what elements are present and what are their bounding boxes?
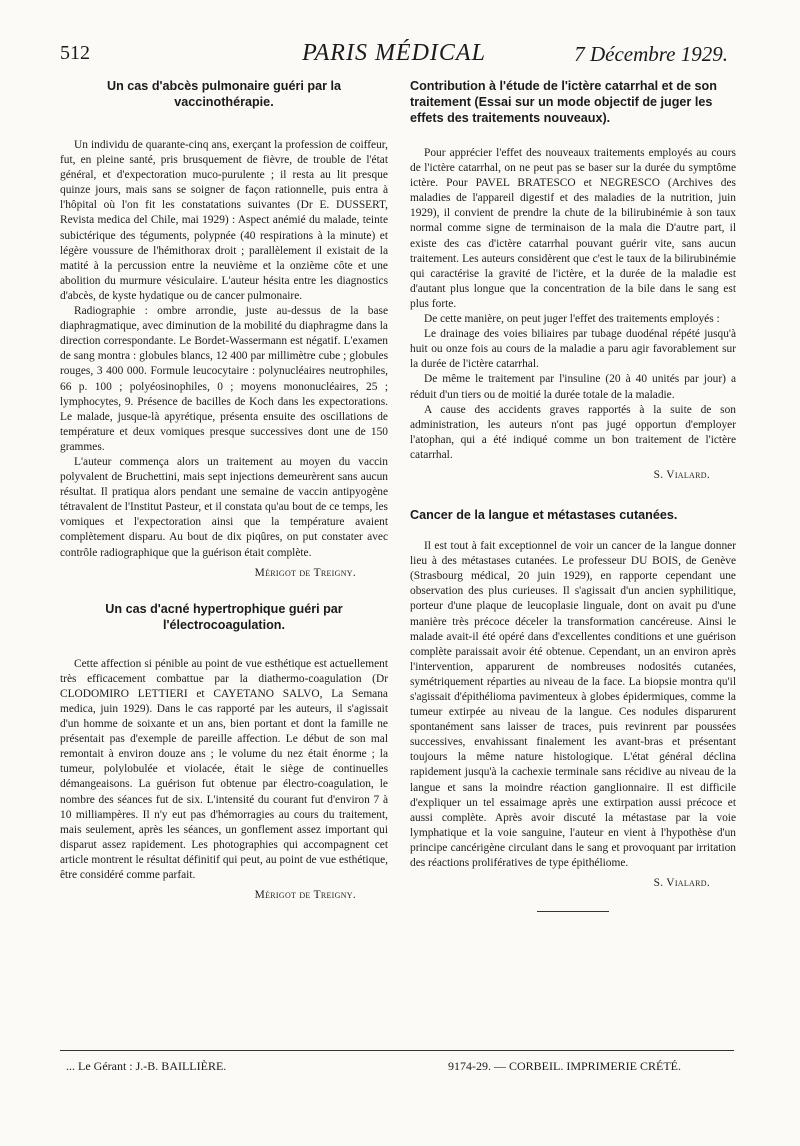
paragraph: A cause des accidents graves rapportés à la suite de son administration, les auteurs n'ont pas jugé opportun d'employer l'atophan, qui a été indiqué comme un bon traitement de l'ictère catarrhal. — [410, 403, 736, 461]
left-column — [60, 78, 388, 903]
paragraph: De cette manière, on peut juger l'effet des traitements employés : — [424, 313, 720, 326]
paragraph: Un individu de quarante-cinq ans, exerçant la profession de coiffeur, fut, en pleine santé, pris brusquement de fièvre, de trouble de l'état général, et d'expectoration muco-purulente ; il resta au lit presque quinze jours, mais sans se soigner de façon rationnelle, puis entra à l'hôpital où l'on fit les constatations suivantes (Dr E. DUSSERT, Revista medica del Chile, mai 1929) : Aspect anémié du malade, teinte subictérique des téguments, polypnée (40 respirations à la minute) et légère voussure de l'hémithorax droit ; parallèlement il existait de la matité à la percussion entre la neuvième et la onzième côte et une abolition du murmure vésiculaire. L'auteur hésita entre les diagnostics d'abcès, de kyste hydatique ou de cancer pulmonaire. — [60, 139, 388, 302]
article-signature: S. Vialard. — [653, 877, 710, 890]
paragraph: Il est tout à fait exceptionnel de voir un cancer de la langue donner lieu à des métastases cutanées. Le professeur DU BOIS, de Genève (Strasbourg médical, 20 juin 1929), en rapporte cependant une observation des plus curieuses. Il s'agissait d'un ancien syphilitique, porteur d'une plaque de leucoplasie linguale, dont on avait pu d'une manière très précoce déceler la transformation cancéreuse. Ainsi le malade avait-il été opéré dans d'excellentes conditions et une guérison complète paraissait avoir été obtenue. Cependant, un an environ après l'intervention, apparurent de nombreuses nodosités cutanées, symétriquement réparties au niveau de la face. La biopsie montra qu'il s'agissait d'épithélioma pavimenteux à globes épidermiques, comme la tumeur extirpée au niveau de la langue. Ces nodules disparurent spontanément sans laisser de traces, puis revinrent par poussées successives, envahissant finalement les avant-bras et présentant toujours la même nature histologique. L'état général déclina rapidement jusqu'à la cachexie terminale sans récidive au niveau de la langue et sans la moindre réaction ganglionnaire. Il est difficile d'expliquer un tel essaimage après une extirpation aussi précoce et aussi complète. Après avoir discuté la métastase par la voie lymphatique et la voie sanguine, l'auteur en vient à l'hypothèse d'un principe cancérigène circulant dans le sang et provoquant par irritation des réactions prolifératives de type épithéliome. — [410, 540, 736, 870]
footer-divider — [60, 1050, 734, 1051]
article-title-abces: Un cas d'abcès pulmonaire guéri par la vaccinothérapie. — [107, 79, 341, 109]
paragraph: De même le traitement par l'insuline (20 à 40 unités par jour) a réduit d'un tiers ou de moitié la durée totale de la maladie. — [410, 373, 736, 401]
right-column — [410, 78, 736, 912]
article-title-cancer: Cancer de la langue et métastases cutanées. — [410, 508, 678, 523]
section-divider — [537, 911, 609, 912]
journal-title: PARIS MÉDICAL — [302, 40, 486, 66]
paragraph: Pour apprécier l'effet des nouveaux traitements employés au cours de l'ictère catarrhal, on ne peut pas se baser sur la durée du symptôme ictère. Pour PAVEL BRATESCO et NEGRESCO (Archives des maladies de l'appareil digestif et des maladies de la nutrition, juin 1929), il convient de prendre la chute de la bilirubinémie à son taux normal comme signe de terminaison de la mala die D'autre part, il existe des cas d'ictère catarrhal pouvant guérir vite, sans aucun traitement. Les auteurs considèrent que c'est le taux de la bilirubinémie qui caractérise la gravité de l'ictère, et la durée de la maladie est d'autant plus longue que la concentration de la bile dans le sang est plus forte. — [410, 147, 736, 310]
issue-date: 7 Décembre 1929. — [574, 42, 728, 66]
paragraph: Radiographie : ombre arrondie, juste au-dessus de la base diaphragmatique, avec diminution de la mobilité du diaphragme dans la direction correspondante. Le Bordet-Wassermann est négatif. L'examen de sang montra : globules blancs, 12 400 par millimètre cube ; globules rouges, 3 400 000. Formule leucocytaire : polynucléaires neutrophiles, 66 p. 100 ; polyéosinophiles, 0 ; moyens mononucléaires, 25 ; lymphocytes, 9. Présence de bacilles de Koch dans les expectorations. Le malade, jusque-là apyrétique, présenta ensuite des oscillations de température et deux vomiques presque successives dont une de 150 grammes. — [60, 305, 388, 453]
article-signature: Mérigot de Treigny. — [254, 889, 356, 902]
footer-publisher: ... Le Gérant : J.-B. BAILLIÈRE. — [66, 1059, 227, 1073]
article-signature: Mérigot de Treigny. — [254, 566, 356, 579]
article-title-ictere: Contribution à l'étude de l'ictère catarrhal et de son traitement (Essai sur un mode objectif de juger les effets des traitements nouveaux). — [410, 79, 717, 125]
paragraph: L'auteur commença alors un traitement au moyen du vaccin polyvalent de Bruchettini, mais sept injections demeurèrent sans aucun résultat. Il pratiqua alors pendant une semaine de vaccin antipyogène tétravalent de l'Institut Pasteur, et il constata qu'au bout de ce temps, les vomiques et l'expectoration ainsi que la température avaient complètement disparu. Au bout de dix piqûres, on put constater avec contrôle radiographique que la guérison était complète. — [60, 455, 388, 559]
article-title-acne: Un cas d'acné hypertrophique guéri par l'électrocoagulation. — [105, 601, 343, 632]
paragraph: Le drainage des voies biliaires par tubage duodénal répété jusqu'à huit ou onze fois au cours de la maladie a paru agir favorablement sur la durée de l'ictère catarrhal. — [410, 328, 736, 371]
footer-printer: 9174-29. — CORBEIL. IMPRIMERIE CRÉTÉ. — [448, 1059, 681, 1073]
paragraph: Cette affection si pénible au point de vue esthétique est actuellement très efficacement combattue par la diathermo-coagulation (Dr CLODOMIRO LETTIERI et CAYETANO SALVO, La Semana medica, juin 1929). Dans le cas rapporté par les auteurs, il s'agissait d'un homme de soixante et un ans, bien portant et dont la famille ne présentait pas d'exemple de pareille affection. Le début de son mal remontait à environ douze ans ; le volume du nez était énorme ; la tumeur, polylobulée et violacée, était le siège de continuelles démangeaisons. La guérison fut obtenue par électro-coagulation, le nombre des séances fut de six. L'intensité du courant fut d'environ 7 à 10 milliampères. Il n'y eut pas d'hémorragies au cours du traitement, mais seulement, après les séances, un gonflement assez important qui disparut assez rapidement. Les photographies qui accompagnent cet article montrent le résultat définitif qui peut, au point de vue esthétique, être considéré comme parfait. — [60, 657, 388, 882]
article-signature: S. Vialard. — [653, 468, 710, 481]
page-header — [60, 40, 728, 74]
page-number: 512 — [60, 42, 90, 64]
